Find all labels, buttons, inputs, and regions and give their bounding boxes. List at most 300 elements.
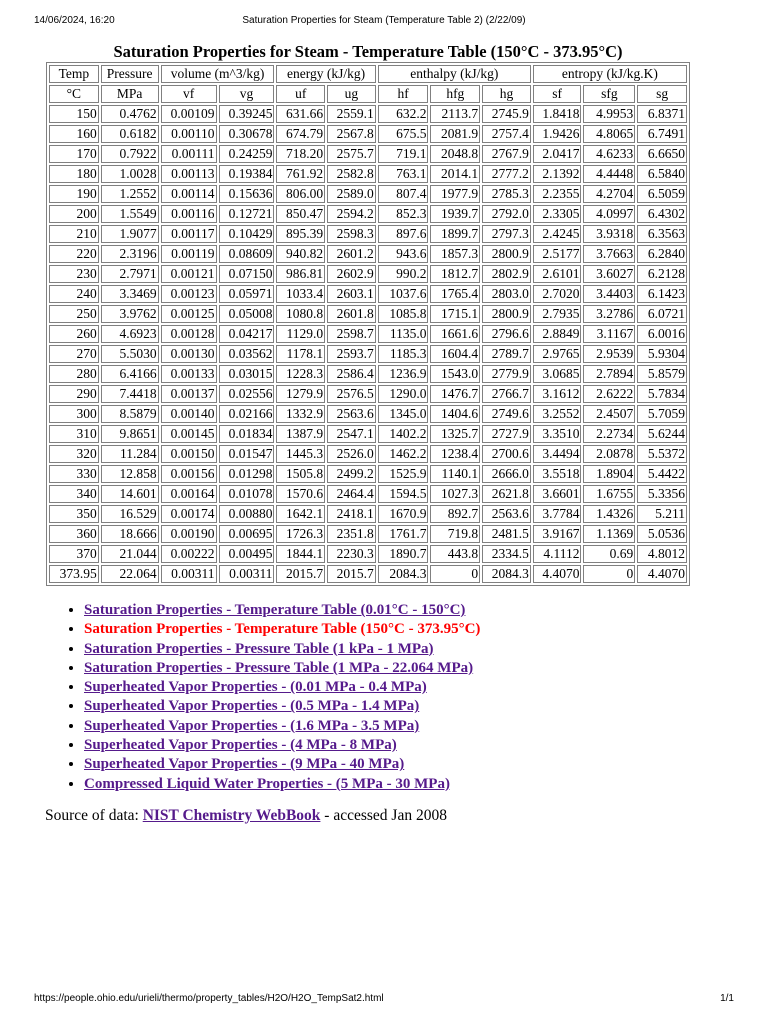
header-energy: energy (kJ/kg)	[276, 65, 375, 83]
cell-vg: 0.24259	[219, 145, 275, 163]
cell-hg: 2792.0	[482, 205, 531, 223]
cell-temp: 180	[49, 165, 99, 183]
cell-temp: 350	[49, 505, 99, 523]
cell-sg: 5.7834	[637, 385, 687, 403]
link-list-item	[84, 775, 480, 794]
table-row	[49, 105, 687, 123]
cell-pressure: 1.0028	[101, 165, 159, 183]
table-row	[49, 445, 687, 463]
property-table-link[interactable]: Superheated Vapor Properties - (0.5 MPa - 1.4 MPa)	[84, 698, 420, 715]
table-row	[49, 525, 687, 543]
cell-hf: 1594.5	[378, 485, 429, 503]
cell-uf: 850.47	[276, 205, 325, 223]
cell-hg: 2727.9	[482, 425, 531, 443]
cell-vg: 0.00311	[219, 565, 275, 583]
property-table-link[interactable]: Compressed Liquid Water Properties - (5 MPa - 30 MPa)	[84, 775, 450, 792]
cell-sf: 3.2552	[533, 405, 582, 423]
cell-hf: 1185.3	[378, 345, 429, 363]
cell-uf: 1228.3	[276, 365, 325, 383]
cell-sfg: 2.2734	[583, 425, 635, 443]
cell-hf: 1890.7	[378, 545, 429, 563]
cell-hfg: 1715.1	[430, 305, 480, 323]
cell-sg: 6.2128	[637, 265, 687, 283]
cell-temp: 240	[49, 285, 99, 303]
cell-uf: 2015.7	[276, 565, 325, 583]
cell-hg: 2334.5	[482, 545, 531, 563]
cell-hg: 2802.9	[482, 265, 531, 283]
cell-vg: 0.08609	[219, 245, 275, 263]
header-unit-mpa: MPa	[101, 85, 159, 103]
cell-vg: 0.03562	[219, 345, 275, 363]
property-table-link[interactable]: Saturation Properties - Pressure Table (1 kPa - 1 MPa)	[84, 640, 434, 657]
print-footer	[0, 993, 768, 1009]
cell-vg: 0.10429	[219, 225, 275, 243]
cell-uf: 1332.9	[276, 405, 325, 423]
table-group-header-row	[49, 65, 687, 83]
cell-hfg: 719.8	[430, 525, 480, 543]
cell-sg: 5.7059	[637, 405, 687, 423]
cell-temp: 330	[49, 465, 99, 483]
cell-vf: 0.00130	[161, 345, 217, 363]
cell-sf: 4.1112	[533, 545, 582, 563]
cell-pressure: 18.666	[101, 525, 159, 543]
cell-ug: 2598.7	[327, 325, 376, 343]
cell-hf: 1290.0	[378, 385, 429, 403]
cell-sg: 6.5059	[637, 185, 687, 203]
cell-sf: 3.4494	[533, 445, 582, 463]
cell-sf: 2.4245	[533, 225, 582, 243]
table-row	[49, 405, 687, 423]
cell-uf: 631.66	[276, 105, 325, 123]
cell-hg: 2767.9	[482, 145, 531, 163]
table-row	[49, 465, 687, 483]
cell-vg: 0.01298	[219, 465, 275, 483]
property-table-link[interactable]: Superheated Vapor Properties - (9 MPa - 40 MPa)	[84, 756, 405, 773]
table-row	[49, 485, 687, 503]
header-pressure: Pressure	[101, 65, 159, 83]
cell-sfg: 0	[583, 565, 635, 583]
cell-hf: 2084.3	[378, 565, 429, 583]
table-row	[49, 385, 687, 403]
cell-hfg: 443.8	[430, 545, 480, 563]
cell-uf: 1570.6	[276, 485, 325, 503]
cell-hf: 1462.2	[378, 445, 429, 463]
cell-sg: 5.3356	[637, 485, 687, 503]
cell-ug: 2351.8	[327, 525, 376, 543]
property-table-link[interactable]: Superheated Vapor Properties - (0.01 MPa - 0.4 MPa)	[84, 679, 427, 696]
cell-vf: 0.00140	[161, 405, 217, 423]
cell-hfg: 1543.0	[430, 365, 480, 383]
cell-ug: 2418.1	[327, 505, 376, 523]
table-row	[49, 565, 687, 583]
cell-hfg: 1604.4	[430, 345, 480, 363]
cell-pressure: 4.6923	[101, 325, 159, 343]
cell-hf: 852.3	[378, 205, 429, 223]
cell-sf: 2.2355	[533, 185, 582, 203]
header-sf: sf	[533, 85, 582, 103]
link-list-item	[84, 755, 480, 774]
cell-uf: 761.92	[276, 165, 325, 183]
print-header	[0, 15, 768, 31]
table-row	[49, 325, 687, 343]
cell-ug: 2576.5	[327, 385, 376, 403]
cell-vg: 0.39245	[219, 105, 275, 123]
cell-uf: 1080.8	[276, 305, 325, 323]
cell-ug: 2602.9	[327, 265, 376, 283]
cell-sg: 6.2840	[637, 245, 687, 263]
link-list-item	[84, 697, 480, 716]
cell-vf: 0.00109	[161, 105, 217, 123]
header-hf: hf	[378, 85, 429, 103]
table-row	[49, 205, 687, 223]
cell-uf: 1445.3	[276, 445, 325, 463]
cell-temp: 270	[49, 345, 99, 363]
cell-vg: 0.02166	[219, 405, 275, 423]
cell-hfg: 2113.7	[430, 105, 480, 123]
cell-hg: 2796.6	[482, 325, 531, 343]
cell-temp: 150	[49, 105, 99, 123]
header-uf: uf	[276, 85, 325, 103]
cell-sfg: 3.4403	[583, 285, 635, 303]
cell-sf: 2.1392	[533, 165, 582, 183]
cell-hg: 2621.8	[482, 485, 531, 503]
header-hg: hg	[482, 85, 531, 103]
cell-vf: 0.00125	[161, 305, 217, 323]
property-table-link[interactable]: Saturation Properties - Pressure Table (1 MPa - 22.064 MPa)	[84, 659, 474, 676]
cell-sfg: 4.9953	[583, 105, 635, 123]
print-url: https://people.ohio.edu/urieli/thermo/property_tables/H2O/H2O_TempSat2.html	[34, 993, 384, 1004]
cell-uf: 986.81	[276, 265, 325, 283]
cell-hfg: 1857.3	[430, 245, 480, 263]
cell-temp: 290	[49, 385, 99, 403]
cell-temp: 280	[49, 365, 99, 383]
cell-sfg: 2.6222	[583, 385, 635, 403]
cell-vg: 0.01078	[219, 485, 275, 503]
cell-pressure: 6.4166	[101, 365, 159, 383]
table-row	[49, 505, 687, 523]
cell-sg: 4.8012	[637, 545, 687, 563]
cell-temp: 260	[49, 325, 99, 343]
cell-hf: 632.2	[378, 105, 429, 123]
cell-vg: 0.00495	[219, 545, 275, 563]
cell-ug: 2575.7	[327, 145, 376, 163]
cell-temp: 220	[49, 245, 99, 263]
cell-sg: 6.0721	[637, 305, 687, 323]
cell-hfg: 2048.8	[430, 145, 480, 163]
cell-sf: 3.0685	[533, 365, 582, 383]
cell-vf: 0.00133	[161, 365, 217, 383]
cell-sg: 5.5372	[637, 445, 687, 463]
header-vf: vf	[161, 85, 217, 103]
cell-hfg: 1027.3	[430, 485, 480, 503]
cell-vg: 0.05008	[219, 305, 275, 323]
cell-sf: 2.8849	[533, 325, 582, 343]
header-entropy: entropy (kJ/kg.K)	[533, 65, 687, 83]
cell-sg: 6.1423	[637, 285, 687, 303]
cell-hf: 1236.9	[378, 365, 429, 383]
header-hfg: hfg	[430, 85, 480, 103]
table-row	[49, 125, 687, 143]
header-volume: volume (m^3/kg)	[161, 65, 275, 83]
cell-temp: 320	[49, 445, 99, 463]
cell-uf: 1033.4	[276, 285, 325, 303]
cell-ug: 2582.8	[327, 165, 376, 183]
current-page-link[interactable]: Saturation Properties - Temperature Table (150°C - 373.95°C)	[84, 621, 481, 638]
cell-uf: 1642.1	[276, 505, 325, 523]
cell-pressure: 1.9077	[101, 225, 159, 243]
cell-vf: 0.00121	[161, 265, 217, 283]
cell-hg: 2084.3	[482, 565, 531, 583]
cell-vg: 0.12721	[219, 205, 275, 223]
cell-ug: 2464.4	[327, 485, 376, 503]
cell-vf: 0.00137	[161, 385, 217, 403]
cell-hg: 2803.0	[482, 285, 531, 303]
cell-sfg: 1.6755	[583, 485, 635, 503]
link-list-item	[84, 620, 480, 639]
source-line	[45, 807, 447, 825]
cell-sfg: 4.0997	[583, 205, 635, 223]
cell-pressure: 8.5879	[101, 405, 159, 423]
link-list-item	[84, 717, 480, 736]
cell-sg: 5.211	[637, 505, 687, 523]
property-table-links	[46, 601, 480, 794]
cell-sf: 2.3305	[533, 205, 582, 223]
header-enthalpy: enthalpy (kJ/kg)	[378, 65, 531, 83]
cell-hf: 1525.9	[378, 465, 429, 483]
table-row	[49, 305, 687, 323]
cell-ug: 2559.1	[327, 105, 376, 123]
saturation-table	[46, 62, 690, 586]
cell-hg: 2757.4	[482, 125, 531, 143]
cell-sf: 2.9765	[533, 345, 582, 363]
cell-vg: 0.02556	[219, 385, 275, 403]
cell-uf: 1178.1	[276, 345, 325, 363]
cell-hfg: 1140.1	[430, 465, 480, 483]
cell-hfg: 1812.7	[430, 265, 480, 283]
link-list-item	[84, 659, 480, 678]
table-row	[49, 545, 687, 563]
cell-sf: 1.9426	[533, 125, 582, 143]
cell-hg: 2800.9	[482, 245, 531, 263]
cell-hfg: 0	[430, 565, 480, 583]
cell-hf: 1761.7	[378, 525, 429, 543]
property-table-link[interactable]: Superheated Vapor Properties - (1.6 MPa - 3.5 MPa)	[84, 717, 420, 734]
header-sfg: sfg	[583, 85, 635, 103]
cell-ug: 2598.3	[327, 225, 376, 243]
cell-vf: 0.00113	[161, 165, 217, 183]
cell-vf: 0.00145	[161, 425, 217, 443]
table-row	[49, 265, 687, 283]
cell-sf: 3.1612	[533, 385, 582, 403]
cell-hf: 1402.2	[378, 425, 429, 443]
cell-pressure: 2.3196	[101, 245, 159, 263]
cell-hfg: 892.7	[430, 505, 480, 523]
print-page-number: 1/1	[720, 993, 734, 1004]
cell-sg: 5.6244	[637, 425, 687, 443]
source-suffix: - accessed Jan 2008	[320, 807, 447, 824]
cell-ug: 2563.6	[327, 405, 376, 423]
cell-hg: 2745.9	[482, 105, 531, 123]
cell-ug: 2499.2	[327, 465, 376, 483]
cell-vf: 0.00190	[161, 525, 217, 543]
cell-sfg: 3.9318	[583, 225, 635, 243]
cell-sg: 6.0016	[637, 325, 687, 343]
cell-temp: 160	[49, 125, 99, 143]
cell-ug: 2603.1	[327, 285, 376, 303]
cell-hf: 1135.0	[378, 325, 429, 343]
cell-vg: 0.19384	[219, 165, 275, 183]
table-row	[49, 225, 687, 243]
cell-uf: 1387.9	[276, 425, 325, 443]
cell-sg: 6.8371	[637, 105, 687, 123]
cell-sg: 6.3563	[637, 225, 687, 243]
cell-pressure: 16.529	[101, 505, 159, 523]
cell-hfg: 1977.9	[430, 185, 480, 203]
cell-vg: 0.04217	[219, 325, 275, 343]
cell-hf: 763.1	[378, 165, 429, 183]
header-vg: vg	[219, 85, 275, 103]
cell-hg: 2481.5	[482, 525, 531, 543]
cell-sfg: 3.6027	[583, 265, 635, 283]
table-row	[49, 345, 687, 363]
cell-vf: 0.00114	[161, 185, 217, 203]
cell-pressure: 11.284	[101, 445, 159, 463]
cell-ug: 2526.0	[327, 445, 376, 463]
cell-temp: 250	[49, 305, 99, 323]
cell-sf: 4.4070	[533, 565, 582, 583]
cell-pressure: 5.5030	[101, 345, 159, 363]
cell-sfg: 3.1167	[583, 325, 635, 343]
cell-sf: 3.3510	[533, 425, 582, 443]
cell-vg: 0.00880	[219, 505, 275, 523]
cell-vf: 0.00222	[161, 545, 217, 563]
cell-uf: 1505.8	[276, 465, 325, 483]
cell-hfg: 1476.7	[430, 385, 480, 403]
cell-hf: 1670.9	[378, 505, 429, 523]
cell-hfg: 1661.6	[430, 325, 480, 343]
cell-vg: 0.03015	[219, 365, 275, 383]
cell-sfg: 4.2704	[583, 185, 635, 203]
cell-temp: 373.95	[49, 565, 99, 583]
property-table-link[interactable]: Superheated Vapor Properties - (4 MPa - 8 MPa)	[84, 737, 397, 754]
cell-pressure: 7.4418	[101, 385, 159, 403]
cell-vf: 0.00150	[161, 445, 217, 463]
nist-webbook-link[interactable]: NIST Chemistry WebBook	[142, 807, 321, 824]
table-row	[49, 165, 687, 183]
cell-vg: 0.07150	[219, 265, 275, 283]
cell-temp: 300	[49, 405, 99, 423]
cell-sf: 3.9167	[533, 525, 582, 543]
link-list-item	[84, 640, 480, 659]
print-date: 14/06/2024, 16:20	[34, 15, 115, 26]
cell-uf: 1279.9	[276, 385, 325, 403]
cell-sfg: 4.8065	[583, 125, 635, 143]
cell-hf: 675.5	[378, 125, 429, 143]
cell-hg: 2797.3	[482, 225, 531, 243]
cell-vg: 0.30678	[219, 125, 275, 143]
cell-ug: 2547.1	[327, 425, 376, 443]
cell-sfg: 2.4507	[583, 405, 635, 423]
table-row	[49, 145, 687, 163]
cell-uf: 895.39	[276, 225, 325, 243]
cell-sfg: 3.2786	[583, 305, 635, 323]
cell-vf: 0.00110	[161, 125, 217, 143]
cell-pressure: 3.9762	[101, 305, 159, 323]
cell-hfg: 1765.4	[430, 285, 480, 303]
cell-hg: 2666.0	[482, 465, 531, 483]
cell-hfg: 1939.7	[430, 205, 480, 223]
cell-uf: 806.00	[276, 185, 325, 203]
cell-temp: 200	[49, 205, 99, 223]
cell-sf: 3.5518	[533, 465, 582, 483]
cell-sfg: 1.4326	[583, 505, 635, 523]
cell-pressure: 0.4762	[101, 105, 159, 123]
cell-hf: 1085.8	[378, 305, 429, 323]
cell-sf: 2.0417	[533, 145, 582, 163]
cell-hg: 2800.9	[482, 305, 531, 323]
cell-temp: 170	[49, 145, 99, 163]
header-temp: Temp	[49, 65, 99, 83]
cell-hg: 2749.6	[482, 405, 531, 423]
cell-temp: 340	[49, 485, 99, 503]
table-row	[49, 285, 687, 303]
source-prefix: Source of data:	[45, 807, 143, 824]
cell-sfg: 0.69	[583, 545, 635, 563]
cell-pressure: 2.7971	[101, 265, 159, 283]
cell-pressure: 1.5549	[101, 205, 159, 223]
table-row	[49, 425, 687, 443]
cell-sf: 2.5177	[533, 245, 582, 263]
cell-vg: 0.05971	[219, 285, 275, 303]
cell-hf: 943.6	[378, 245, 429, 263]
property-table-link[interactable]: Saturation Properties - Temperature Table (0.01°C - 150°C)	[84, 602, 466, 618]
cell-pressure: 0.7922	[101, 145, 159, 163]
cell-vf: 0.00311	[161, 565, 217, 583]
cell-hg: 2789.7	[482, 345, 531, 363]
cell-hf: 897.6	[378, 225, 429, 243]
cell-ug: 2015.7	[327, 565, 376, 583]
cell-hfg: 1899.7	[430, 225, 480, 243]
cell-pressure: 14.601	[101, 485, 159, 503]
cell-uf: 940.82	[276, 245, 325, 263]
cell-vf: 0.00123	[161, 285, 217, 303]
cell-temp: 360	[49, 525, 99, 543]
cell-sfg: 2.0878	[583, 445, 635, 463]
link-list-item	[84, 736, 480, 755]
cell-temp: 230	[49, 265, 99, 283]
cell-sg: 5.9304	[637, 345, 687, 363]
cell-vg: 0.15636	[219, 185, 275, 203]
cell-hf: 719.1	[378, 145, 429, 163]
cell-uf: 1129.0	[276, 325, 325, 343]
cell-hg: 2766.7	[482, 385, 531, 403]
cell-uf: 1726.3	[276, 525, 325, 543]
cell-sf: 1.8418	[533, 105, 582, 123]
cell-sg: 4.4070	[637, 565, 687, 583]
cell-sg: 6.4302	[637, 205, 687, 223]
cell-ug: 2593.7	[327, 345, 376, 363]
cell-sf: 2.6101	[533, 265, 582, 283]
cell-temp: 190	[49, 185, 99, 203]
cell-sfg: 4.4448	[583, 165, 635, 183]
cell-vf: 0.00116	[161, 205, 217, 223]
cell-sg: 5.4422	[637, 465, 687, 483]
cell-pressure: 12.858	[101, 465, 159, 483]
cell-vf: 0.00164	[161, 485, 217, 503]
cell-ug: 2586.4	[327, 365, 376, 383]
cell-hf: 807.4	[378, 185, 429, 203]
cell-vf: 0.00111	[161, 145, 217, 163]
